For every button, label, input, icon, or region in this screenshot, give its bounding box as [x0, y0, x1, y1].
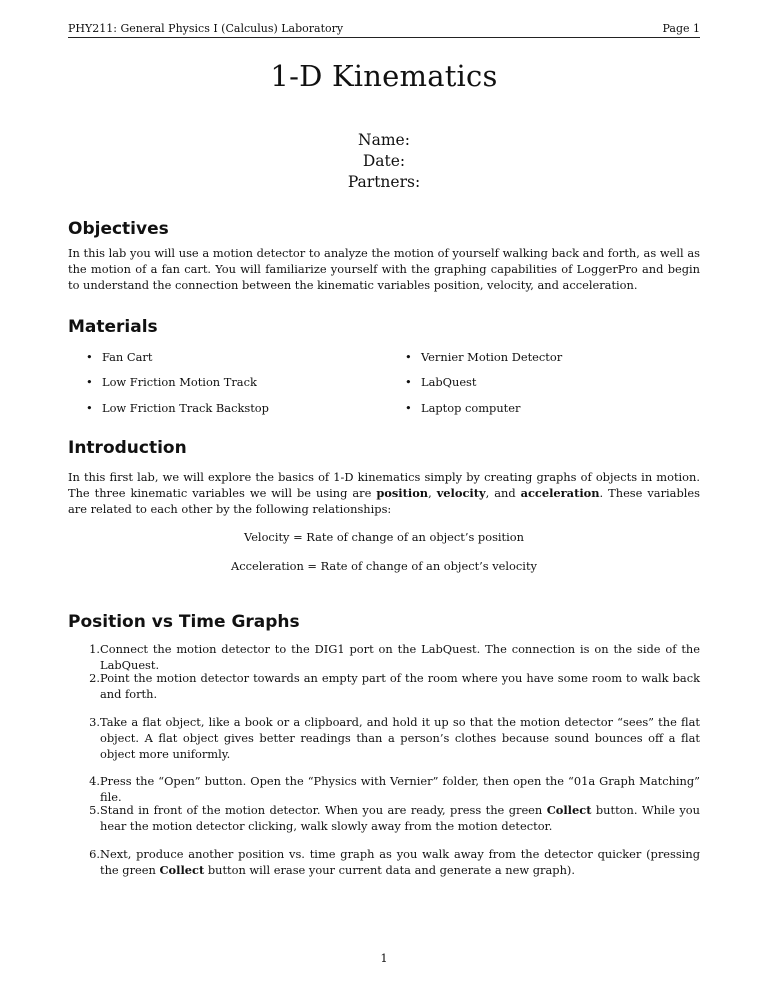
material-item: • Fan Cart — [86, 350, 153, 364]
student-fields — [0, 130, 768, 193]
document-title: 1-D Kinematics — [270, 59, 498, 93]
name-field: Name: — [358, 131, 410, 149]
introduction-text: In this first lab, we will explore the basics of 1-D kinematics simply by creating graphs of objects in motion. The three kinematic variables we will be using are position, velocity, and acceleration. These variables are related to each other by the following relationships: — [68, 470, 700, 516]
position-graphs-heading: Position vs Time Graphs — [68, 612, 300, 632]
material-item: • Low Friction Motion Track — [86, 375, 257, 389]
objectives-heading: Objectives — [68, 219, 169, 239]
page-number: 1 — [380, 951, 388, 965]
material-item: • Vernier Motion Detector — [405, 350, 563, 364]
partners-field: Partners: — [347, 173, 421, 191]
objectives-text: In this lab you will use a motion detector to analyze the motion of yourself walking back and forth, as well as the motion of a fan cart. You will familiarize yourself with the graphing capabilities of LoggerPro and begin to understand the connection between the kinematic variables position, velocity, and acceleration. — [68, 246, 700, 292]
header-rule — [68, 37, 700, 38]
materials-heading: Materials — [68, 317, 158, 337]
acceleration-relation: Acceleration = Rate of change of an object’s velocity — [231, 559, 537, 573]
document-page: PHY211: General Physics I (Calculus) Laboratory Page 1 1-D Kinematics Name: Date: Partners: Objectives In this lab you will use a motion detector to analyze the motion of yourself walking back and forth, as well as the motion of a fan cart. You will familiarize yourself with the graphing capabilities of LoggerPro and begin to understand the connection between the kinematic variables position, velocity, and acceleration. Materials • Fan Cart • Low Friction Motion Track • Low Friction Track Backstop • Vernier Motion Detector • LabQuest • Laptop computer Introduction In this first lab, we will explore the basics of 1-D kinematics simply by creating graphs of objects in motion. The three kinematic variables we will be using are position, velocity, and acceleration. These variables are related to each other by the following relationships: Velocity = Rate of change of an object’s position Acceleration = Rate of change of an object’s velocity Position vs Time Graphs 1. Connect the motion detector to the DIG1 port on the LabQuest. The connection is on the side of the LabQuest. 2. Point the motion detector towards an empty part of the room where you have some room to walk back and forth. 3. Take a flat object, like a book or a clipboard, and hold it up so that the motion detector “sees” the flat object. A flat object gives better readings than a person’s clothes because sound bounces off a flat object more uniformly. 4. Press the “Open” button. Open the “Physics with Vernier” folder, then open the “01a Graph Matching” file. 5. Stand in front of the motion detector. When you are ready, press the green Collect button. While you hear the motion detector clicking, walk slowly away from the motion detector. 6. Next, produce another position vs. time graph as you walk away from the detector quicker (pressing the green Collect button will erase your current data and generate a new graph). 1 — [0, 0, 768, 994]
material-item: • LabQuest — [405, 375, 477, 389]
material-item: • Low Friction Track Backstop — [86, 401, 269, 415]
course-title: PHY211: General Physics I (Calculus) Laboratory — [68, 22, 344, 35]
material-item: • Laptop computer — [405, 401, 521, 415]
introduction-heading: Introduction — [68, 438, 187, 458]
velocity-relation: Velocity = Rate of change of an object’s position — [244, 530, 524, 544]
running-header — [68, 22, 700, 38]
date-field: Date: — [362, 152, 406, 170]
page-label: Page 1 — [662, 22, 700, 35]
